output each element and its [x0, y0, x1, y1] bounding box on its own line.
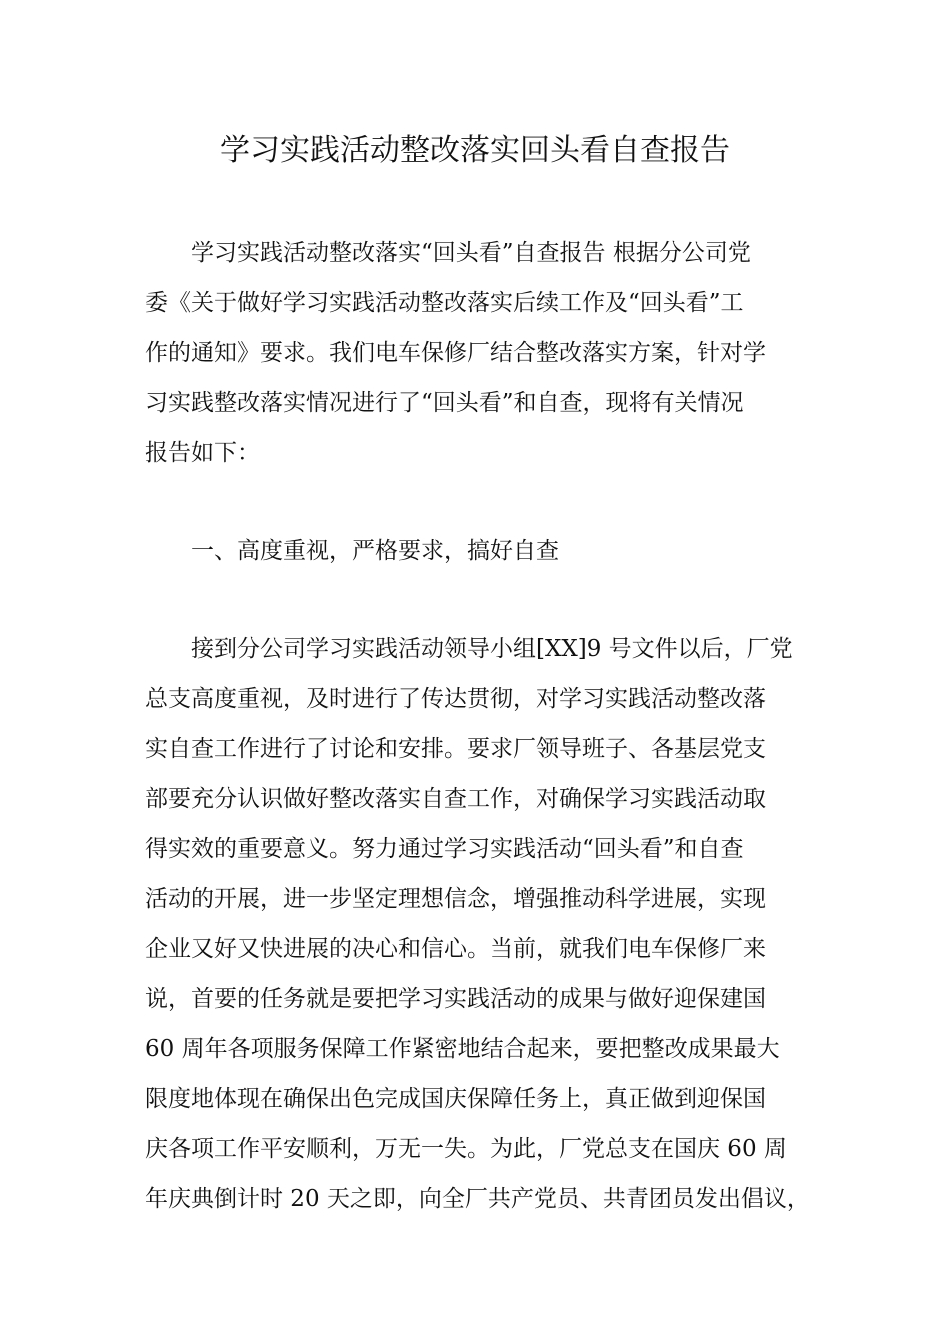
paragraph-line: 学习实践活动整改落实“回头看”自查报告 根据分公司党 [145, 240, 751, 266]
paragraph-line: 报告如下： [145, 440, 260, 466]
document-title: 学习实践活动整改落实回头看自查报告 [220, 133, 730, 168]
section-heading [145, 526, 809, 576]
paragraph-line: 接到分公司学习实践活动领导小组[XX]9 号文件以后，厂党 [145, 636, 793, 662]
section-heading-text: 一、高度重视，严格要求，搞好自查 [145, 538, 559, 564]
paragraph-line: 总支高度重视，及时进行了传达贯彻，对学习实践活动整改落 [145, 686, 766, 712]
paragraph-line: 部要充分认识做好整改落实自查工作，对确保学习实践活动取 [145, 786, 766, 812]
paragraph-line: 庆各项工作平安顺利，万无一失。为此，厂党总支在国庆 60 周 [145, 1136, 787, 1162]
paragraph-intro [145, 228, 809, 478]
paragraph-line: 实自查工作进行了讨论和安排。要求厂领导班子、各基层党支 [145, 736, 766, 762]
paragraph-line: 活动的开展，进一步坚定理想信念，增强推动科学进展，实现 [145, 886, 766, 912]
paragraph-line: 习实践整改落实情况进行了“回头看”和自查，现将有关情况 [145, 390, 744, 416]
paragraph-line: 说，首要的任务就是要把学习实践活动的成果与做好迎保建国 [145, 986, 766, 1012]
paragraph-section-one [145, 624, 809, 1224]
paragraph-line: 限度地体现在确保出色完成国庆保障任务上，真正做到迎保国 [145, 1086, 766, 1112]
paragraph-line: 作的通知》要求。我们电车保修厂结合整改落实方案，针对学 [145, 340, 766, 366]
paragraph-line: 委《关于做好学习实践活动整改落实后续工作及“回头看”工 [145, 290, 744, 316]
paragraph-line: 企业又好又快进展的决心和信心。当前，就我们电车保修厂来 [145, 936, 766, 962]
paragraph-line: 年庆典倒计时 20 天之即，向全厂共产党员、共青团员发出倡议， [145, 1186, 810, 1212]
paragraph-line: 60 周年各项服务保障工作紧密地结合起来，要把整改成果最大 [145, 1036, 780, 1062]
paragraph-line: 得实效的重要意义。努力通过学习实践活动“回头看”和自查 [145, 836, 744, 862]
